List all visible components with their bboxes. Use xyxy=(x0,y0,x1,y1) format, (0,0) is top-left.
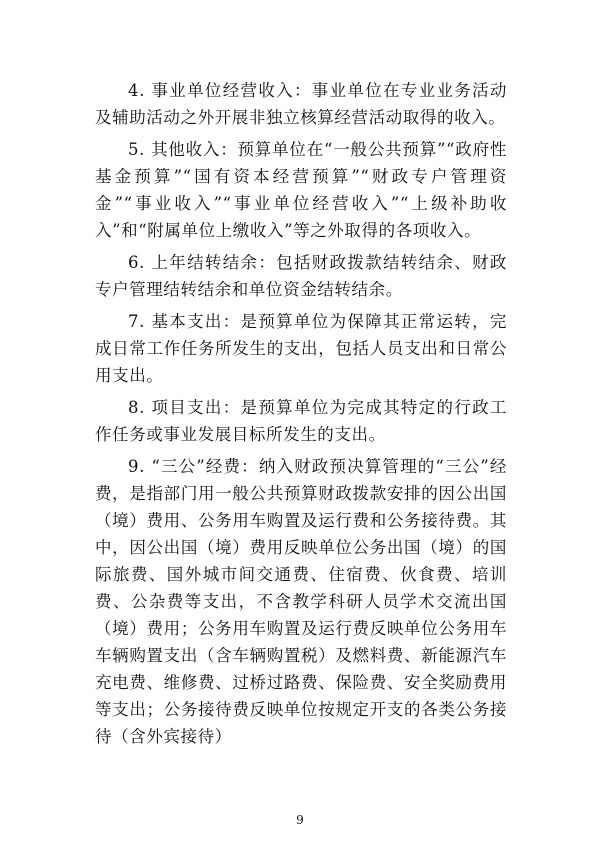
document-body xyxy=(95,77,507,755)
page-number: 9 xyxy=(296,813,304,827)
paragraph-other-income: 5. 其他收入：预算单位在“一般公共预算”“政府性基金预算”“国有资本经营预算”“财政专户管理资金”“事业收入”“事业单位经营收入”“上级补助收入”和“附属单位上缴收入”等之外取得的各项收入。 xyxy=(95,140,507,240)
paragraph-project-expenditure: 8. 项目支出：是预算单位为完成其特定的行政工作任务或事业发展目标所发生的支出。 xyxy=(95,398,507,444)
paragraph-basic-expenditure: 7. 基本支出：是预算单位为保障其正常运转，完成日常工作任务所发生的支出，包括人员支出和日常公用支出。 xyxy=(95,312,507,385)
paragraph-business-income: 4. 事业单位经营收入：事业单位在专业业务活动及辅助活动之外开展非独立核算经营活动取得的收入。 xyxy=(95,81,507,127)
paragraph-three-public-expenses: 9. “三公”经费：纳入财政预决算管理的“三公”经费，是指部门用一般公共预算财政拨款安排的因公出国（境）费用、公务用车购置及运行费和公务接待费。其中，因公出国（境）费用反映单位公务出国（境）的国际旅费、国外城市间交通费、住宿费、伙食费、培训费、公杂费等支出，不含教学科研人员学术交流出国（境）费用；公务用车购置及运行费反映单位公务用车车辆购置支出（含车辆购置税）及燃料费、新能源汽车充电费、维修费、过桥过路费、保险费、安全奖励费用等支出；公务接待费反映单位按规定开支的各类公务接待（含外宾接待） xyxy=(95,457,507,746)
paragraph-carryover: 6. 上年结转结余：包括财政拨款结转结余、财政专户管理结转结余和单位资金结转结余。 xyxy=(95,253,507,299)
